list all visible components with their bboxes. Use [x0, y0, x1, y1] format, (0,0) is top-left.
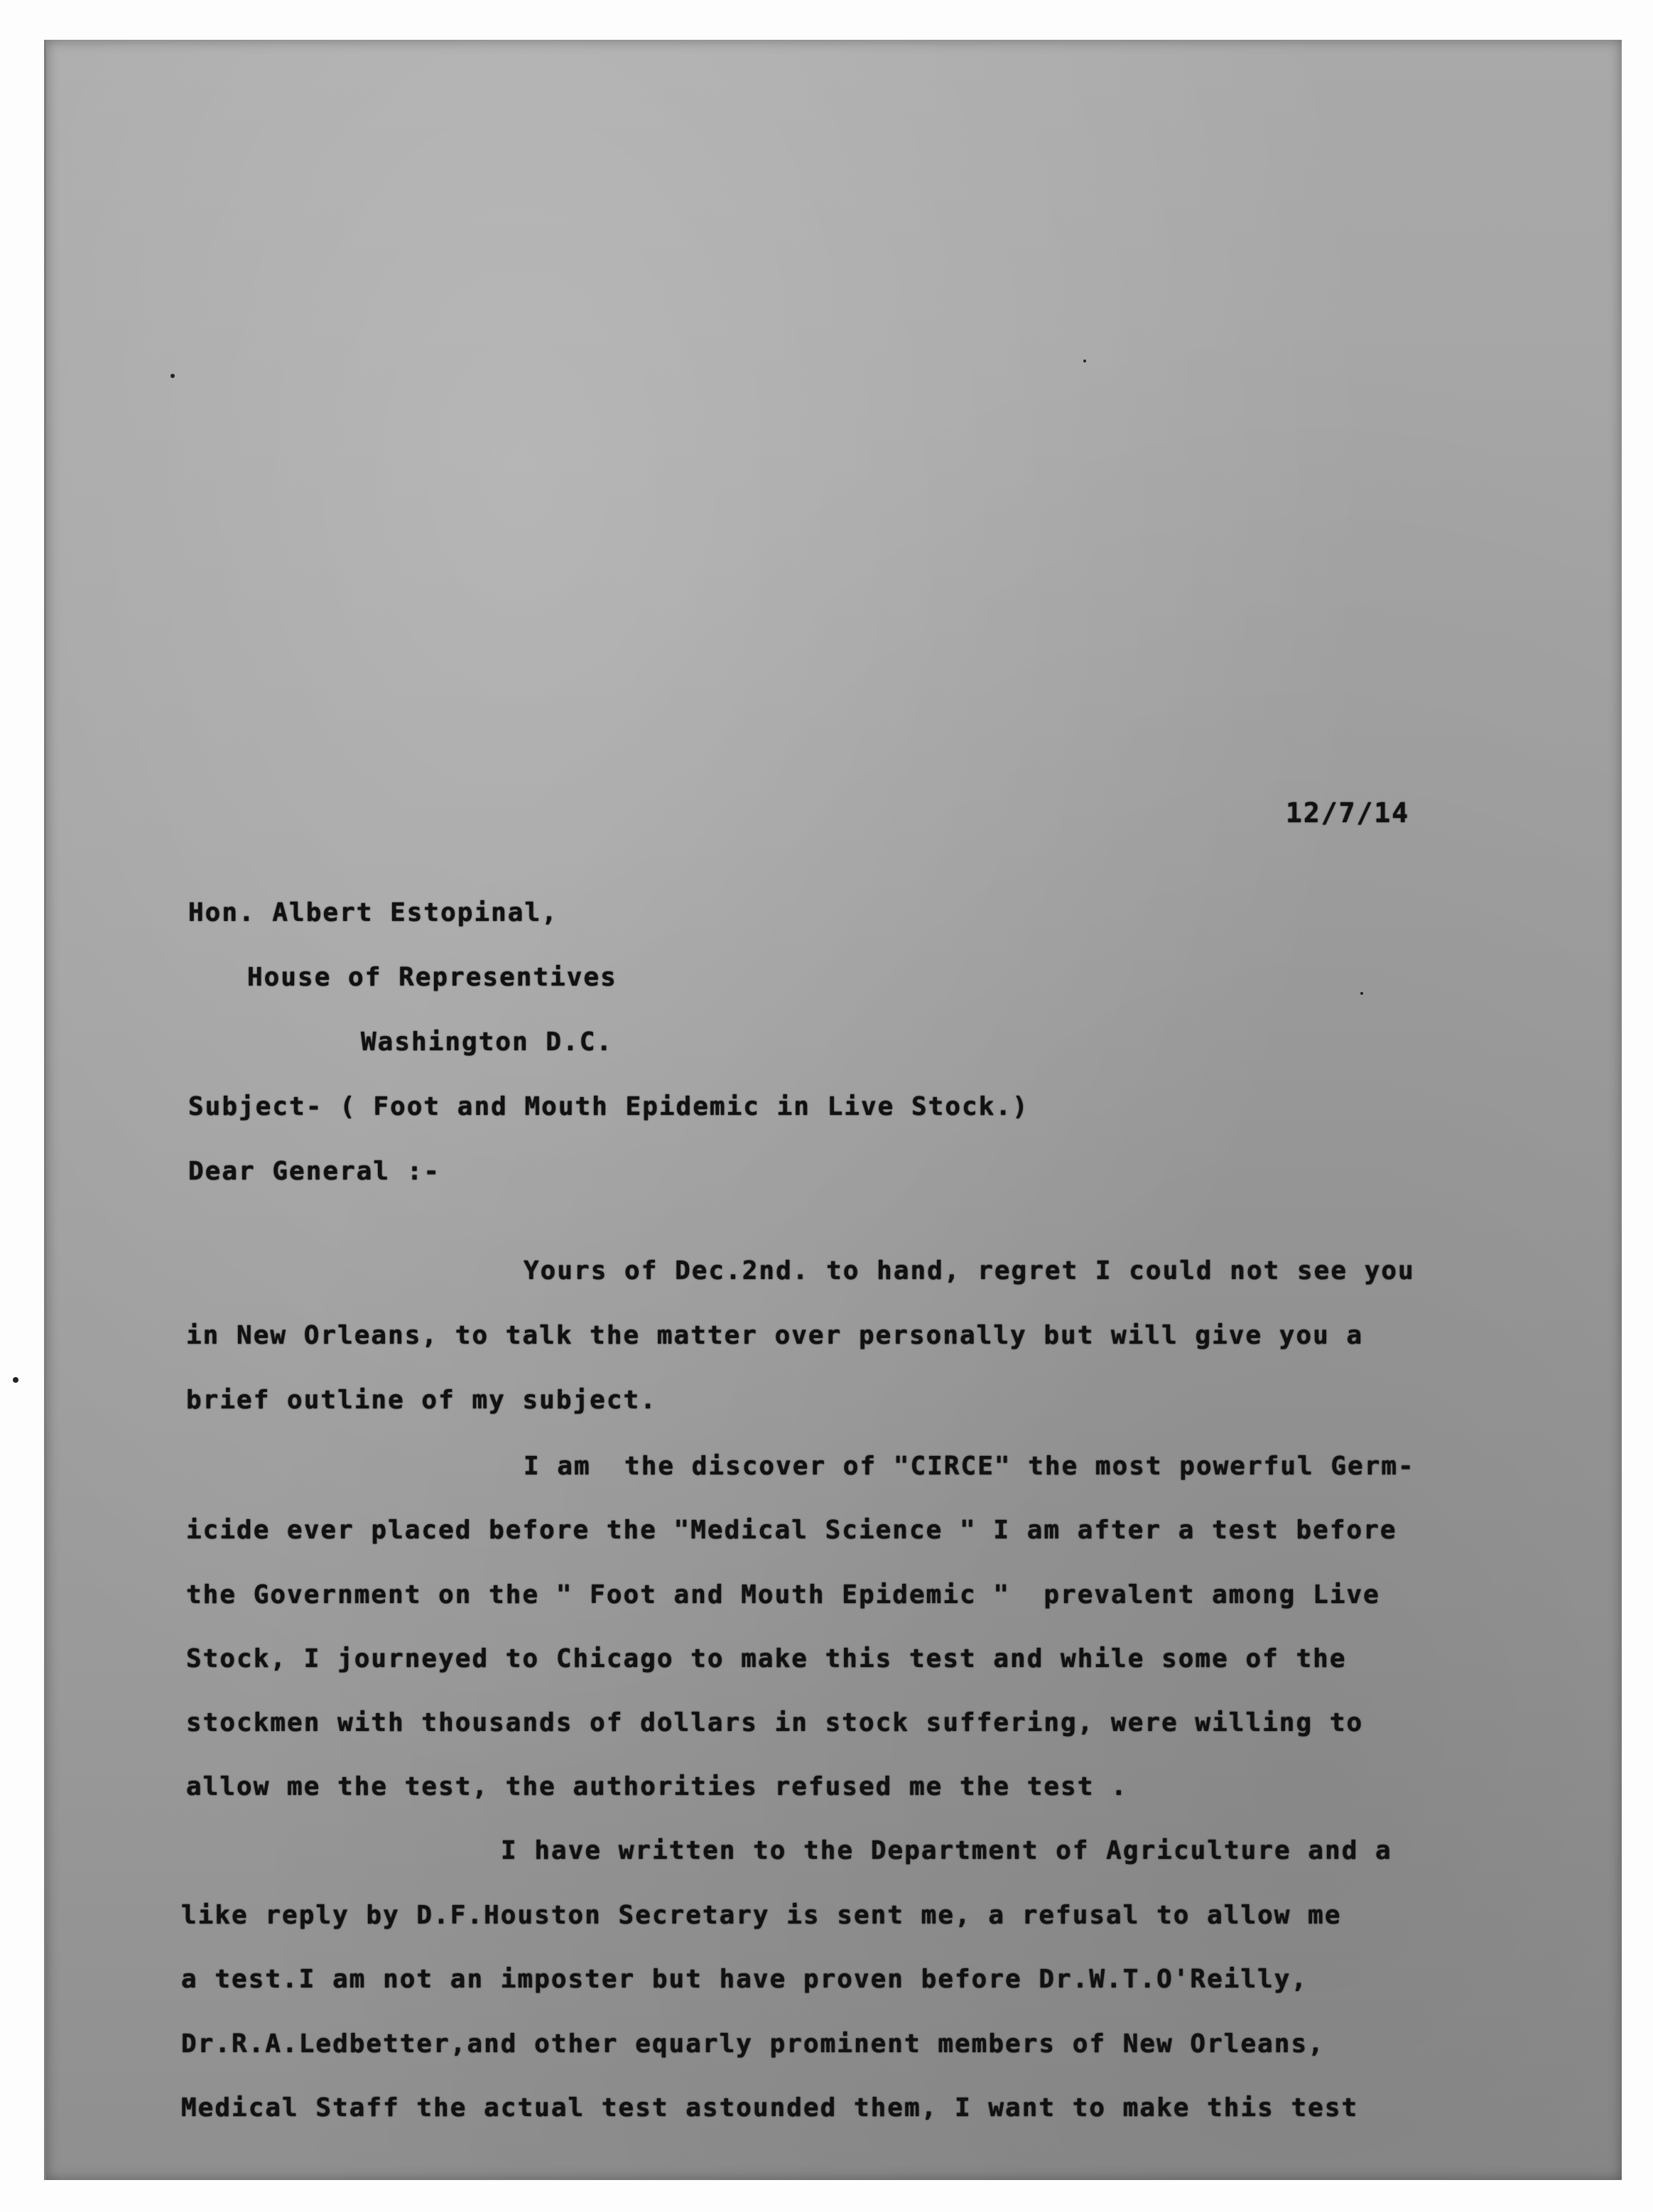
salutation: Dear General :- [188, 1157, 441, 1186]
body-line: I have written to the Department of Agriculture and a [501, 1836, 1392, 1865]
paper-speck [170, 374, 175, 378]
body-line: brief outline of my subject. [186, 1386, 657, 1415]
recipient-name: Hon. Albert Estopinal, [188, 898, 558, 927]
body-line: like reply by D.F.Houston Secretary is sent me, a refusal to allow me [181, 1901, 1342, 1930]
body-line: icide ever placed before the "Medical Science " I am after a test before [186, 1516, 1397, 1545]
letter-date: 12/7/14 [1286, 797, 1410, 829]
body-line: a test.I am not an imposter but have proven before Dr.W.T.O'Reilly, [181, 1965, 1308, 1994]
body-line: in New Orleans, to talk the matter over personally but will give you a [186, 1321, 1364, 1350]
body-line: Medical Staff the actual test astounded them, I want to make this test [181, 2093, 1359, 2122]
body-line: the Government on the " Foot and Mouth Epidemic " prevalent among Live [186, 1580, 1380, 1609]
recipient-office: House of Representives [247, 963, 617, 992]
body-line: I am the discover of "CIRCE" the most powerful Germ- [524, 1452, 1415, 1481]
paper-speck [1360, 992, 1363, 995]
scan-speck [13, 1377, 18, 1383]
body-line: Dr.R.A.Ledbetter,and other equarly prominent members of New Orleans, [181, 2029, 1325, 2059]
subject-line: Subject- ( Foot and Mouth Epidemic in Live Stock.) [188, 1092, 1029, 1121]
body-line: Stock, I journeyed to Chicago to make this test and while some of the [186, 1644, 1347, 1673]
recipient-city: Washington D.C. [361, 1027, 614, 1057]
body-line: stockmen with thousands of dollars in stock suffering, were willing to [186, 1708, 1364, 1737]
letter-page [44, 40, 1622, 2180]
paper-speck [1083, 360, 1086, 362]
body-line: allow me the test, the authorities refused me the test . [186, 1772, 1128, 1801]
body-line: Yours of Dec.2nd. to hand, regret I could not see you [524, 1256, 1415, 1285]
